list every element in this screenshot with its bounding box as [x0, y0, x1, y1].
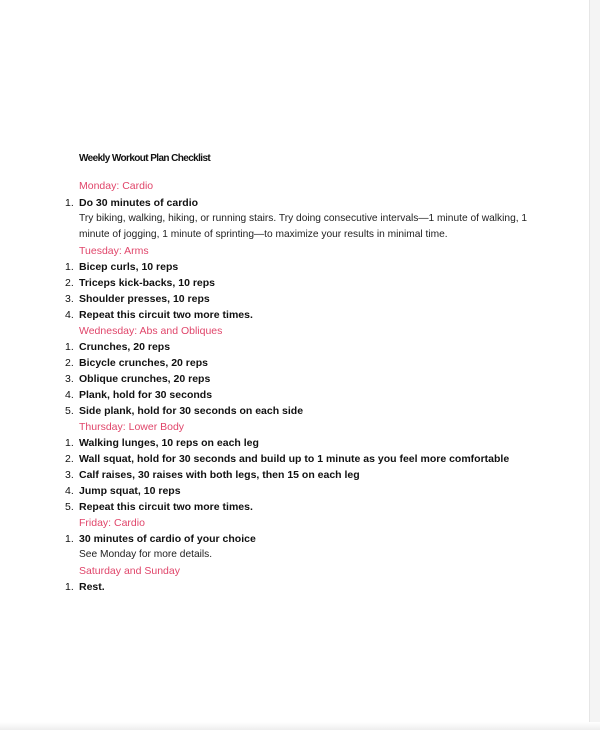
checklist-item	[62, 291, 552, 307]
item-number: 4.	[65, 389, 74, 401]
checklist-item	[62, 531, 552, 547]
day-heading: Saturday and Sunday	[79, 565, 180, 577]
checklist-item	[62, 483, 552, 499]
item-number: 3.	[65, 469, 74, 481]
page-edge	[589, 0, 600, 730]
item-text: Plank, hold for 30 seconds	[79, 389, 213, 401]
item-text: Do 30 minutes of cardio	[79, 197, 199, 209]
item-text: Repeat this circuit two more times.	[79, 309, 253, 321]
day-heading: Friday: Cardio	[79, 517, 145, 529]
workout-plan-content	[62, 178, 552, 595]
item-text: Bicep curls, 10 reps	[79, 261, 179, 273]
day-note: See Monday for more details.	[79, 549, 213, 560]
item-number: 1.	[65, 341, 74, 353]
checklist-item	[62, 579, 552, 595]
item-text: Triceps kick-backs, 10 reps	[79, 277, 216, 289]
document-title: Weekly Workout Plan Checklist	[79, 153, 211, 164]
item-number: 3.	[65, 293, 74, 305]
item-number: 4.	[65, 309, 74, 321]
item-text: Jump squat, 10 reps	[79, 485, 181, 497]
item-number: 4.	[65, 485, 74, 497]
item-text: Walking lunges, 10 reps on each leg	[79, 437, 259, 449]
item-text: Shoulder presses, 10 reps	[79, 293, 210, 305]
day-heading: Wednesday: Abs and Obliques	[79, 325, 223, 337]
checklist-item	[62, 435, 552, 451]
item-number: 1.	[65, 533, 74, 545]
day-heading: Thursday: Lower Body	[79, 421, 185, 433]
checklist-item	[62, 339, 552, 355]
day-heading: Monday: Cardio	[79, 180, 154, 192]
item-text: Wall squat, hold for 30 seconds and build up to 1 minute as you feel more comfortable	[79, 453, 510, 465]
checklist-item	[62, 275, 552, 291]
checklist-item	[62, 403, 552, 419]
item-number: 1.	[65, 581, 74, 593]
item-number: 3.	[65, 373, 74, 385]
item-text: Crunches, 20 reps	[79, 341, 171, 353]
item-number: 5.	[65, 501, 74, 513]
item-number: 2.	[65, 453, 74, 465]
item-text: Side plank, hold for 30 seconds on each side	[79, 405, 304, 417]
checklist-item	[62, 499, 552, 515]
checklist-item	[62, 387, 552, 403]
checklist-item	[62, 371, 552, 387]
checklist-item	[62, 195, 552, 211]
item-number: 2.	[65, 357, 74, 369]
checklist-item	[62, 355, 552, 371]
item-number: 1.	[65, 261, 74, 273]
item-text: Rest.	[79, 581, 105, 593]
item-text: Oblique crunches, 20 reps	[79, 373, 211, 385]
item-number: 2.	[65, 277, 74, 289]
day-heading: Tuesday: Arms	[79, 245, 149, 257]
day-note: Try biking, walking, hiking, or running stairs. Try doing consecutive intervals—1 minute of walking, 1 minute of jogging, 1 minute of sprinting—to maximize your results in minimal time.	[79, 213, 528, 240]
item-text: Repeat this circuit two more times.	[79, 501, 253, 513]
item-text: 30 minutes of cardio of your choice	[79, 533, 256, 545]
item-text: Calf raises, 30 raises with both legs, then 15 on each leg	[79, 469, 360, 481]
checklist-item	[62, 307, 552, 323]
item-number: 1.	[65, 437, 74, 449]
item-number: 5.	[65, 405, 74, 417]
checklist-item	[62, 451, 552, 467]
item-number: 1.	[65, 197, 74, 209]
checklist-item	[62, 259, 552, 275]
page-bottom-shadow	[0, 722, 600, 730]
checklist-item	[62, 467, 552, 483]
item-text: Bicycle crunches, 20 reps	[79, 357, 208, 369]
